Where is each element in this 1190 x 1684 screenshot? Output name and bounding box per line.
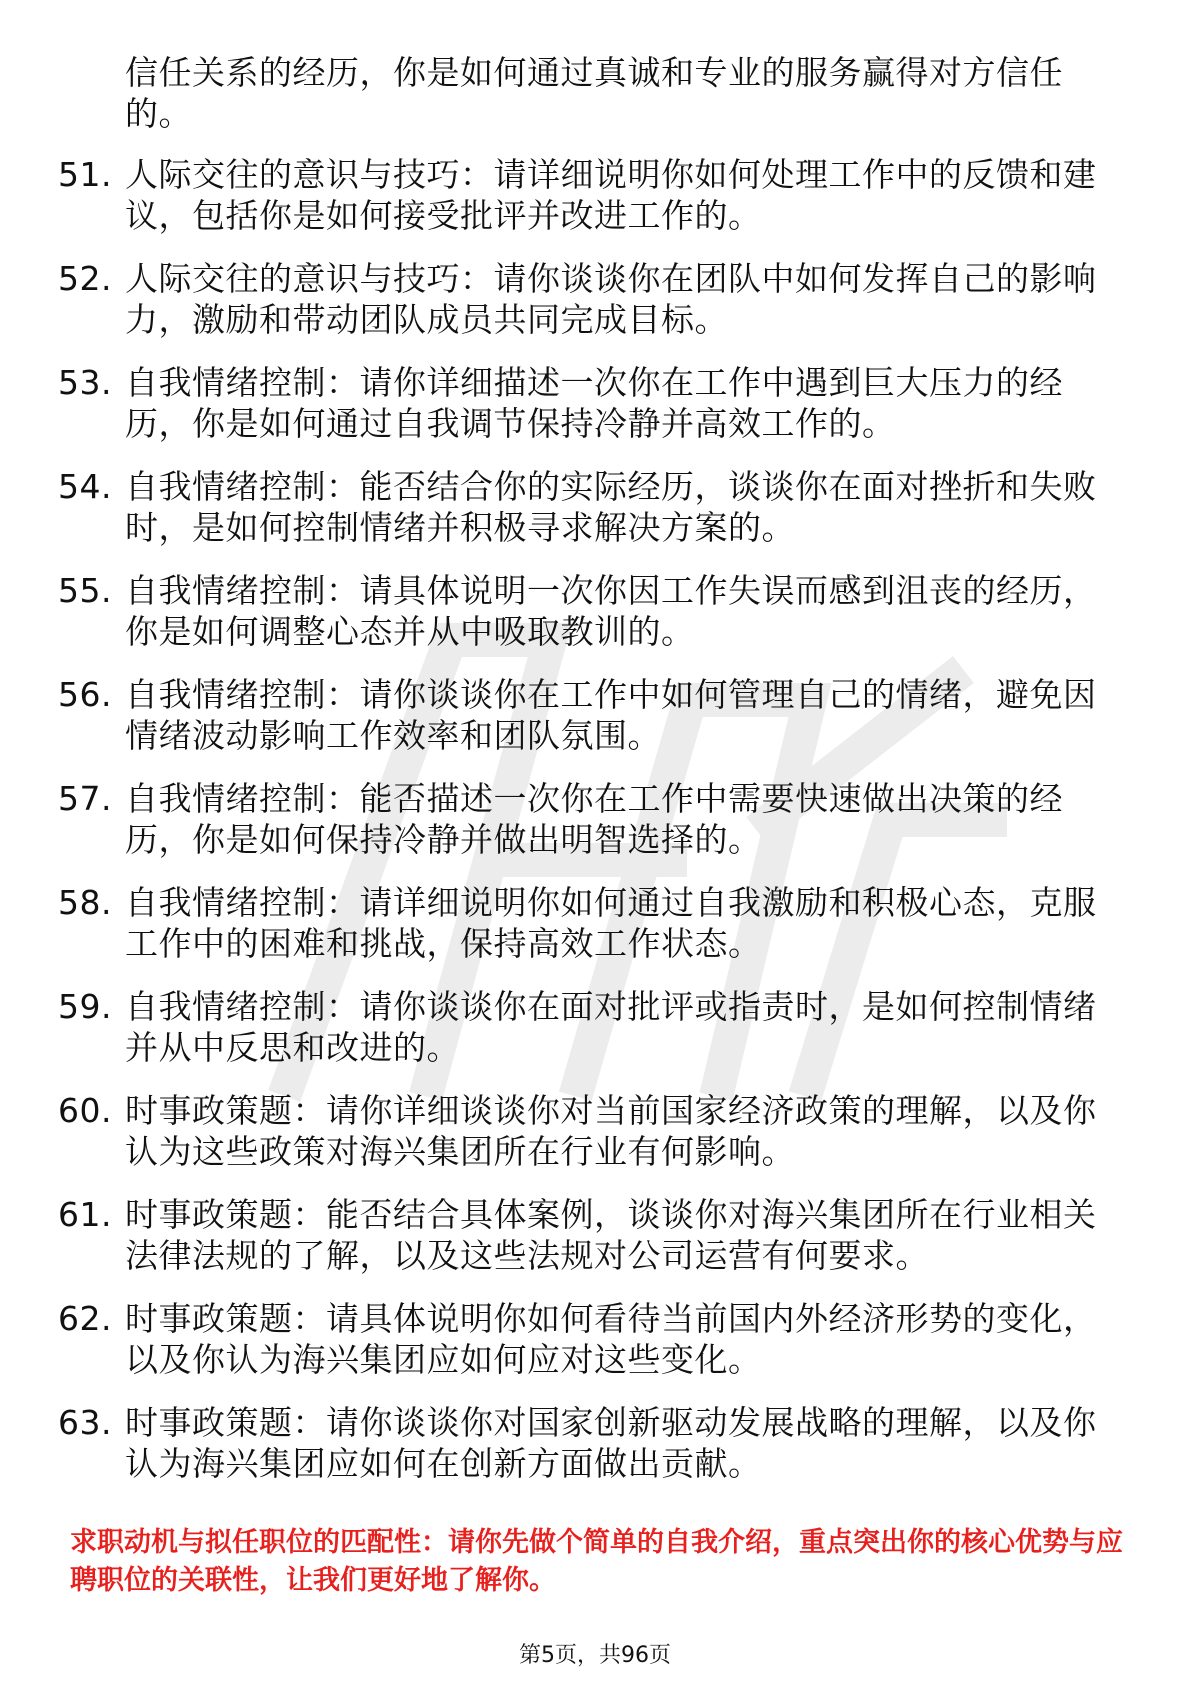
question-item xyxy=(58,1194,1118,1298)
question-number: 55. xyxy=(58,571,112,610)
question-text: 时事政策题：能否结合具体案例，谈谈你对海兴集团所在行业相关法律法规的了解，以及这些法规对公司运营有何要求。 xyxy=(125,1195,1097,1275)
question-list xyxy=(58,154,1118,1506)
question-item xyxy=(58,1090,1118,1194)
question-number: 62. xyxy=(58,1299,112,1338)
question-text: 自我情绪控制：请你谈谈你在工作中如何管理自己的情绪，避免因情绪波动影响工作效率和团队氛围。 xyxy=(125,675,1097,755)
question-item xyxy=(58,986,1118,1090)
intro-prompt: 求职动机与拟任职位的匹配性：请你先做个简单的自我介绍，重点突出你的核心优势与应聘职位的关联性，让我们更好地了解你。 xyxy=(70,1527,1123,1596)
question-number: 63. xyxy=(58,1403,112,1442)
question-text: 时事政策题：请具体说明你如何看待当前国内外经济形势的变化，以及你认为海兴集团应如何应对这些变化。 xyxy=(125,1299,1097,1379)
question-text: 自我情绪控制：请具体说明一次你因工作失误而感到沮丧的经历，你是如何调整心态并从中吸取教训的。 xyxy=(125,571,1097,651)
question-text: 时事政策题：请你谈谈你对国家创新驱动发展战略的理解，以及你认为海兴集团应如何在创新方面做出贡献。 xyxy=(125,1403,1097,1483)
question-item xyxy=(58,154,1118,258)
question-item xyxy=(58,674,1118,778)
question-number: 58. xyxy=(58,883,112,922)
page-footer: 第5页，共96页 xyxy=(519,1643,671,1668)
question-number: 57. xyxy=(58,779,112,818)
question-text: 自我情绪控制：能否结合你的实际经历，谈谈你在面对挫折和失败时，是如何控制情绪并积极寻求解决方案的。 xyxy=(125,467,1097,547)
question-item xyxy=(58,1298,1118,1402)
question-text: 人际交往的意识与技巧：请详细说明你如何处理工作中的反馈和建议，包括你是如何接受批评并改进工作的。 xyxy=(125,155,1097,235)
question-item xyxy=(58,466,1118,570)
question-text: 自我情绪控制：请详细说明你如何通过自我激励和积极心态，克服工作中的困难和挑战，保持高效工作状态。 xyxy=(125,883,1097,963)
question-number: 61. xyxy=(58,1195,112,1234)
continuation-text: 信任关系的经历，你是如何通过真诚和专业的服务赢得对方信任的。 xyxy=(125,53,1063,133)
question-item xyxy=(58,882,1118,986)
question-item xyxy=(58,778,1118,882)
question-number: 60. xyxy=(58,1091,112,1130)
question-text: 时事政策题：请你详细谈谈你对当前国家经济政策的理解，以及你认为这些政策对海兴集团所在行业有何影响。 xyxy=(125,1091,1097,1171)
question-item xyxy=(58,570,1118,674)
question-number: 59. xyxy=(58,987,112,1026)
question-text: 自我情绪控制：请你谈谈你在面对批评或指责时，是如何控制情绪并从中反思和改进的。 xyxy=(125,987,1097,1067)
question-text: 人际交往的意识与技巧：请你谈谈你在团队中如何发挥自己的影响力，激励和带动团队成员共同完成目标。 xyxy=(125,259,1097,339)
question-number: 56. xyxy=(58,675,112,714)
question-item xyxy=(58,258,1118,362)
question-text: 自我情绪控制：请你详细描述一次你在工作中遇到巨大压力的经历，你是如何通过自我调节保持冷静并高效工作的。 xyxy=(125,363,1063,443)
question-text: 自我情绪控制：能否描述一次你在工作中需要快速做出决策的经历，你是如何保持冷静并做出明智选择的。 xyxy=(125,779,1063,859)
question-number: 54. xyxy=(58,467,112,506)
question-number: 51. xyxy=(58,155,112,194)
question-number: 53. xyxy=(58,363,112,402)
question-number: 52. xyxy=(58,259,112,298)
question-item xyxy=(58,362,1118,466)
question-item xyxy=(58,1402,1118,1506)
